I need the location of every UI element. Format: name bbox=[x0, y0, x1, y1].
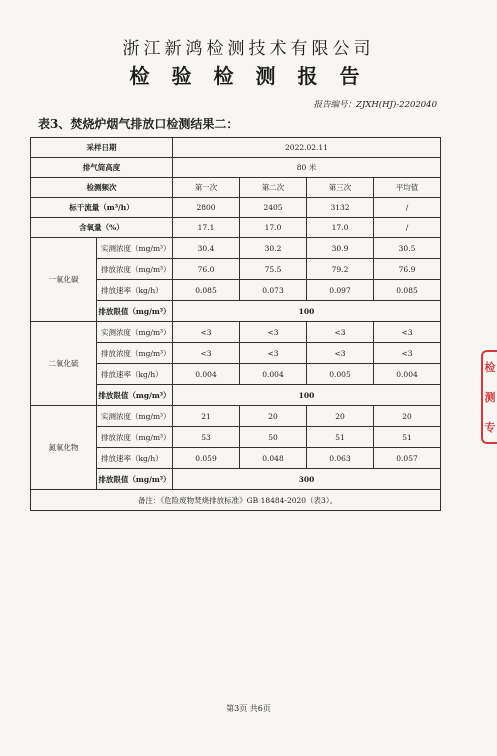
stack-height-value: 80 米 bbox=[173, 158, 441, 178]
sampling-date-label: 采样日期 bbox=[31, 138, 173, 158]
measurement-row bbox=[31, 322, 441, 343]
measurement-value: 30.9 bbox=[307, 238, 374, 259]
measurement-label: 实测浓度（mg/m³） bbox=[97, 238, 173, 259]
measurement-row bbox=[31, 406, 441, 427]
run-header: 第一次 bbox=[173, 178, 240, 198]
measurement-label: 排放浓度（mg/m³） bbox=[97, 427, 173, 448]
limit-label: 排放限值（mg/m³） bbox=[97, 301, 173, 322]
measurement-value: 51 bbox=[307, 427, 374, 448]
company-name: 浙江新鸿检测技术有限公司 bbox=[122, 39, 375, 59]
report-title: 检验检测报告 bbox=[129, 64, 382, 88]
measurement-label: 实测浓度（mg/m³） bbox=[97, 322, 173, 343]
flow-label: 标干流量（m³/h） bbox=[31, 198, 173, 218]
measurement-value: 0.004 bbox=[240, 364, 307, 385]
limit-label: 排放限值（mg/m³） bbox=[97, 385, 173, 406]
measurement-value: 20 bbox=[374, 406, 441, 427]
measurement-value: 51 bbox=[374, 427, 441, 448]
oxygen-value: / bbox=[374, 218, 441, 238]
pollutant-name: 氮氧化物 bbox=[31, 406, 97, 490]
run-header: 平均值 bbox=[374, 178, 441, 198]
measurement-label: 排放速率（kg/h） bbox=[97, 280, 173, 301]
report-number bbox=[314, 98, 437, 110]
note-row bbox=[31, 490, 441, 511]
table-note: 备注：《危险废物焚烧排放标准》GB 18484-2020（表3）。 bbox=[31, 490, 441, 511]
results-table bbox=[30, 137, 441, 511]
red-seal-stamp bbox=[481, 350, 497, 444]
measurement-value: 0.097 bbox=[307, 280, 374, 301]
pollutant-name: 一氧化碳 bbox=[31, 238, 97, 322]
run-header: 第三次 bbox=[307, 178, 374, 198]
measurement-value: 20 bbox=[240, 406, 307, 427]
oxygen-value: 17.1 bbox=[173, 218, 240, 238]
measurement-value: 79.2 bbox=[307, 259, 374, 280]
frequency-label: 检测频次 bbox=[31, 178, 173, 198]
sampling-date-row bbox=[31, 138, 441, 158]
limit-value: 100 bbox=[173, 301, 441, 322]
sampling-date-value: 2022.02.11 bbox=[173, 138, 441, 158]
pollutant-name: 二氧化硫 bbox=[31, 322, 97, 406]
measurement-row bbox=[31, 238, 441, 259]
stack-height-row bbox=[31, 158, 441, 178]
limit-value: 300 bbox=[173, 469, 441, 490]
measurement-label: 排放速率（kg/h） bbox=[97, 448, 173, 469]
oxygen-label: 含氧量（%） bbox=[31, 218, 173, 238]
measurement-label: 排放速率（kg/h） bbox=[97, 364, 173, 385]
flow-value: 3132 bbox=[307, 198, 374, 218]
measurement-value: 53 bbox=[173, 427, 240, 448]
measurement-value: <3 bbox=[240, 322, 307, 343]
measurement-value: <3 bbox=[374, 343, 441, 364]
oxygen-row bbox=[31, 218, 441, 238]
measurement-value: <3 bbox=[374, 322, 441, 343]
measurement-value: <3 bbox=[307, 322, 374, 343]
measurement-value: 30.5 bbox=[374, 238, 441, 259]
measurement-label: 排放浓度（mg/m³） bbox=[97, 259, 173, 280]
measurement-value: 76.9 bbox=[374, 259, 441, 280]
measurement-value: 0.063 bbox=[307, 448, 374, 469]
results-table-body bbox=[31, 138, 441, 511]
measurement-value: 50 bbox=[240, 427, 307, 448]
measurement-value: 30.2 bbox=[240, 238, 307, 259]
measurement-value: <3 bbox=[173, 322, 240, 343]
table-caption: 表3、焚烧炉烟气排放口检测结果二： bbox=[38, 117, 239, 131]
page-footer: 第3页 共6页 bbox=[226, 704, 271, 713]
run-header: 第二次 bbox=[240, 178, 307, 198]
measurement-label: 排放浓度（mg/m³） bbox=[97, 343, 173, 364]
limit-label: 排放限值（mg/m³） bbox=[97, 469, 173, 490]
seal-character: 检 bbox=[484, 361, 496, 374]
flow-row bbox=[31, 198, 441, 218]
measurement-value: 0.005 bbox=[307, 364, 374, 385]
flow-value: / bbox=[374, 198, 441, 218]
frequency-row bbox=[31, 178, 441, 198]
measurement-value: <3 bbox=[240, 343, 307, 364]
measurement-value: 20 bbox=[307, 406, 374, 427]
measurement-value: <3 bbox=[173, 343, 240, 364]
measurement-value: 21 bbox=[173, 406, 240, 427]
limit-value: 100 bbox=[173, 385, 441, 406]
stack-height-label: 排气筒高度 bbox=[31, 158, 173, 178]
report-number-value: ZJXH(HJ)-2202040 bbox=[356, 100, 437, 110]
measurement-value: 0.085 bbox=[173, 280, 240, 301]
measurement-value: 30.4 bbox=[173, 238, 240, 259]
report-number-label: 报告编号： bbox=[313, 100, 357, 110]
measurement-value: 0.048 bbox=[240, 448, 307, 469]
measurement-value: <3 bbox=[307, 343, 374, 364]
measurement-value: 0.004 bbox=[173, 364, 240, 385]
measurement-value: 0.085 bbox=[374, 280, 441, 301]
measurement-value: 76.0 bbox=[173, 259, 240, 280]
measurement-value: 0.059 bbox=[173, 448, 240, 469]
oxygen-value: 17.0 bbox=[240, 218, 307, 238]
seal-character: 专 bbox=[484, 421, 496, 434]
flow-value: 2405 bbox=[240, 198, 307, 218]
measurement-label: 实测浓度（mg/m³） bbox=[97, 406, 173, 427]
flow-value: 2800 bbox=[173, 198, 240, 218]
seal-character: 测 bbox=[484, 391, 496, 404]
measurement-value: 75.5 bbox=[240, 259, 307, 280]
measurement-value: 0.004 bbox=[374, 364, 441, 385]
measurement-value: 0.073 bbox=[240, 280, 307, 301]
measurement-value: 0.057 bbox=[374, 448, 441, 469]
oxygen-value: 17.0 bbox=[307, 218, 374, 238]
